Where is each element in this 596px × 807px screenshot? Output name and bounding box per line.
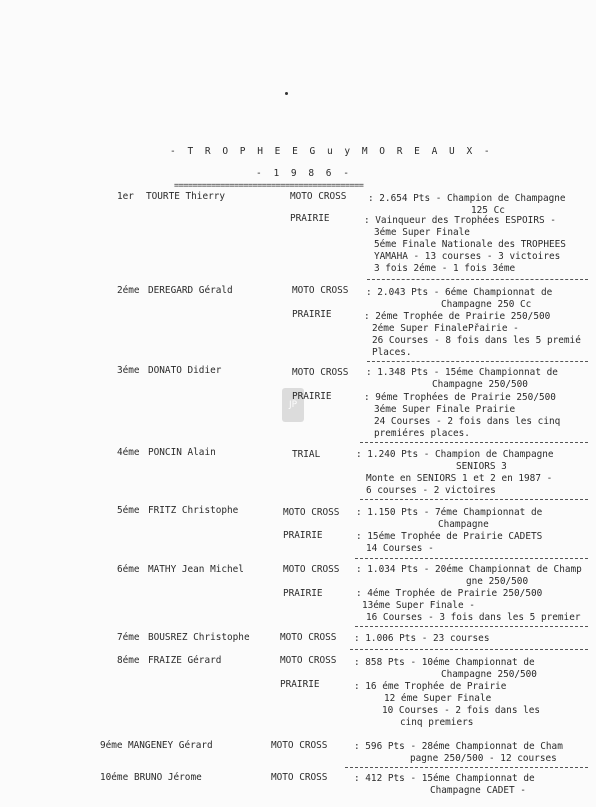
rider-name: FRAIZE Gérard bbox=[148, 655, 222, 666]
rider-name: MATHY Jean Michel bbox=[148, 564, 244, 575]
result-line: Champagne bbox=[438, 519, 489, 530]
result-line: : 2éme Trophée de Prairie 250/500 bbox=[364, 311, 551, 322]
rank: 9éme bbox=[100, 740, 123, 751]
rank: 3éme bbox=[117, 365, 140, 376]
document-title: - T R O P H E E G u y M O R E A U X - bbox=[170, 146, 493, 157]
category: MOTO CROSS bbox=[292, 367, 349, 378]
category: MOTO CROSS bbox=[292, 285, 349, 296]
result-line: : 1.034 Pts - 20éme Championnat de Champ bbox=[356, 564, 582, 575]
result-line: : 858 Pts - 10éme Championnat de bbox=[354, 657, 535, 668]
category: PRAIRIE bbox=[283, 530, 323, 541]
result-line: YAMAHA - 13 courses - 3 victoires bbox=[374, 251, 561, 262]
category: MOTO CROSS bbox=[283, 507, 340, 518]
category: PRAIRIE bbox=[280, 679, 320, 690]
result-line: 3éme Super Finale bbox=[374, 227, 470, 238]
category: MOTO CROSS bbox=[280, 655, 337, 666]
result-line: 3 fois 2éme - 1 fois 3éme bbox=[374, 263, 516, 274]
category: MOTO CROSS bbox=[283, 564, 340, 575]
result-line: pagne 250/500 - 12 courses bbox=[410, 753, 557, 764]
category: PRAIRIE bbox=[292, 309, 332, 320]
category: MOTO CROSS bbox=[280, 632, 337, 643]
rank: 1er bbox=[117, 191, 134, 202]
result-line: : Vainqueur des Trophées ESPOIRS - bbox=[364, 215, 556, 226]
result-line: 26 Courses - 8 fois dans les 5 premié bbox=[372, 335, 581, 346]
rider-name: FRITZ Christophe bbox=[148, 505, 239, 516]
rank: 6éme bbox=[117, 564, 140, 575]
category: MOTO CROSS bbox=[271, 740, 328, 751]
result-line: 5éme Finale Nationale des TROPHEES bbox=[374, 239, 566, 250]
rider-name: PONCIN Alain bbox=[148, 447, 216, 458]
result-line: : 2.654 Pts - Champion de Champagne bbox=[368, 193, 566, 204]
result-line: : 1.348 Pts - 15éme Championnat de bbox=[366, 367, 558, 378]
watermark-stamp: JP bbox=[282, 388, 304, 422]
result-line: Champagne 250 Cc bbox=[441, 299, 532, 310]
result-line: : 2.043 Pts - 6éme Championnat de bbox=[366, 287, 553, 298]
entry-separator bbox=[367, 361, 588, 362]
result-line: Champagne 250/500 bbox=[432, 379, 528, 390]
entry-separator bbox=[360, 499, 588, 500]
result-line: SENIORS 3 bbox=[456, 461, 507, 472]
result-line: : 9éme Trophées de Prairie 250/500 bbox=[364, 392, 556, 403]
result-line: 3éme Super Finale Prairie bbox=[374, 404, 516, 415]
result-line: : 15éme Trophée de Prairie CADETS bbox=[356, 531, 543, 542]
document-year: - 1 9 8 6 - bbox=[256, 168, 352, 179]
entry-separator bbox=[367, 279, 588, 280]
entry-separator bbox=[360, 442, 588, 443]
result-line: : 1.006 Pts - 23 courses bbox=[354, 633, 490, 644]
result-line: Places. bbox=[372, 347, 412, 358]
category: PRAIRIE bbox=[292, 391, 332, 402]
entry-separator bbox=[345, 767, 588, 768]
rider-name: MANGENEY Gérard bbox=[128, 740, 213, 751]
result-line: : 4éme Trophée de Prairie 250/500 bbox=[356, 588, 543, 599]
result-line: 6 courses - 2 victoires bbox=[366, 485, 496, 496]
entry-separator bbox=[355, 626, 588, 627]
result-line: Monte en SENIORS 1 et 2 en 1987 - bbox=[366, 473, 553, 484]
result-line: : 1.240 Pts - Champion de Champagne bbox=[356, 449, 554, 460]
result-line: gne 250/500 bbox=[466, 576, 529, 587]
result-line: : 1.150 Pts - 7éme Championnat de bbox=[356, 507, 543, 518]
result-line: Champagne CADET - bbox=[430, 785, 526, 796]
entry-separator bbox=[355, 558, 588, 559]
result-line: 10 Courses - 2 fois dans les bbox=[382, 705, 541, 716]
rider-name: DONATO Didier bbox=[148, 365, 222, 376]
result-line: premiéres places. bbox=[374, 428, 470, 439]
rank: 5éme bbox=[117, 505, 140, 516]
title-underline: ========================================= bbox=[174, 181, 364, 191]
entry-separator bbox=[350, 649, 588, 650]
category: MOTO CROSS bbox=[271, 772, 328, 783]
rank: 8éme bbox=[117, 655, 140, 666]
result-line: : 596 Pts - 28éme Championnat de Cham bbox=[354, 741, 563, 752]
result-line: 16 Courses - 3 fois dans les 5 premier bbox=[366, 612, 581, 623]
result-line: : 16 éme Trophée de Prairie bbox=[354, 681, 507, 692]
result-line: Champagne 250/500 bbox=[441, 669, 537, 680]
category: PRAIRIE bbox=[290, 213, 330, 224]
category: PRAIRIE bbox=[283, 588, 323, 599]
punch-mark bbox=[285, 92, 288, 95]
rider-name: BRUNO Jérome bbox=[134, 772, 202, 783]
rider-name: TOURTE Thierry bbox=[146, 191, 226, 202]
result-line: 125 Cc bbox=[471, 205, 505, 216]
result-line: cinq premiers bbox=[400, 717, 474, 728]
rank: 4éme bbox=[117, 447, 140, 458]
result-line: : 412 Pts - 15éme Championnat de bbox=[354, 773, 535, 784]
result-line: 24 Courses - 2 fois dans les cinq bbox=[374, 416, 561, 427]
result-line: 13éme Super Finale - bbox=[362, 600, 475, 611]
rank: 2éme bbox=[117, 285, 140, 296]
rider-name: BOUSREZ Christophe bbox=[148, 632, 250, 643]
result-line: 2éme Super FinalePřairie - bbox=[372, 323, 519, 334]
rank: 7éme bbox=[117, 632, 140, 643]
rank: 10éme bbox=[100, 772, 129, 783]
result-line: 14 Courses - bbox=[366, 543, 434, 554]
rider-name: DEREGARD Gérald bbox=[148, 285, 233, 296]
result-line: 12 éme Super Finale bbox=[384, 693, 492, 704]
category: MOTO CROSS bbox=[290, 191, 347, 202]
category: TRIAL bbox=[292, 449, 321, 460]
